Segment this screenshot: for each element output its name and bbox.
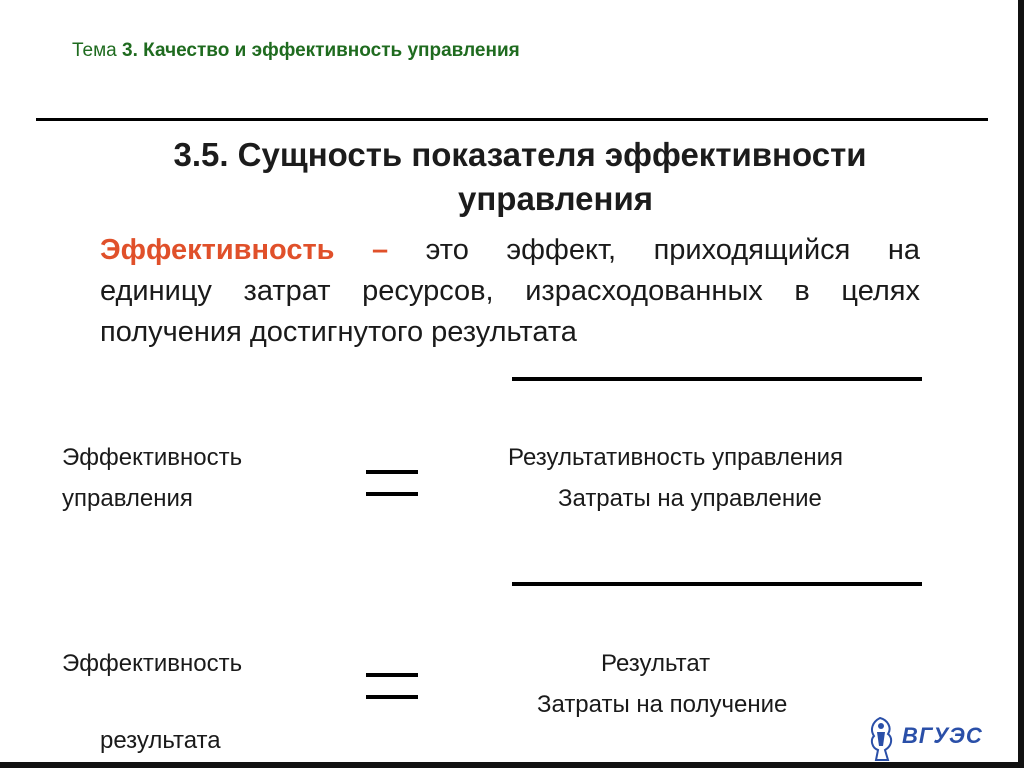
definition-line2: единицу затрат ресурсов, израсходованных в целях (100, 275, 920, 307)
formula1-top-rule (512, 377, 922, 381)
formula2-left-line2: результата (100, 727, 221, 754)
definition-line1 (100, 230, 920, 271)
formula1-equals-top-bar (366, 470, 418, 474)
formula2-equals-top-bar (366, 673, 418, 677)
formula2-left-line1: Эффективность (62, 650, 243, 677)
formula1-equals-bottom-bar (366, 492, 418, 496)
slide-frame-bottom (0, 762, 1024, 768)
formula1-left-line2: управления (62, 485, 193, 512)
formula1-left-line1: Эффективность (62, 444, 243, 471)
definition-line3: получения достигнутого результата (100, 316, 577, 348)
formula2-top-rule (512, 582, 922, 586)
definition-block (100, 230, 920, 353)
slide-topic (72, 40, 520, 62)
formula1-numerator: Результативность управления (508, 444, 843, 471)
formula1-denominator: Затраты на управление (558, 485, 822, 512)
slide-title-line2: управления (458, 180, 654, 217)
topic-prefix: Тема (72, 40, 117, 61)
topic-title: 3. Качество и эффективность управления (122, 40, 520, 61)
slide-title-line1: 3.5. Сущность показателя эффективности (173, 136, 867, 173)
formula2-denominator: Затраты на получение (537, 691, 788, 718)
university-emblem-icon (866, 716, 898, 767)
slide-frame-right (1018, 0, 1024, 768)
university-logo-text: ВГУЭС (902, 723, 983, 748)
formula2-numerator: Результат (601, 650, 711, 677)
formula2-equals-bottom-bar (366, 695, 418, 699)
header-divider (36, 118, 988, 121)
definition-line1-text: это эффект, приходящийся на (425, 234, 920, 266)
definition-term: Эффективность – (100, 234, 389, 266)
